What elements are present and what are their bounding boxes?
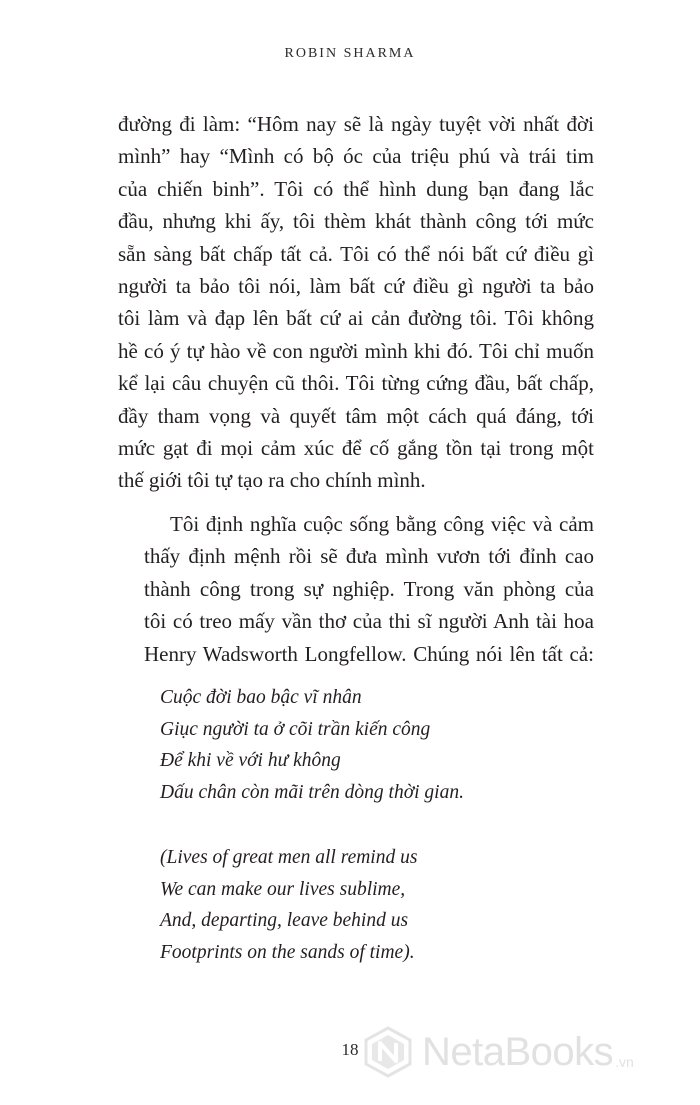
text-line: đầy tham vọng và quyết tâm một cách quá đáng, tới — [118, 403, 594, 428]
poem-line: Cuộc đời bao bậc vĩ nhân — [160, 687, 362, 708]
watermark — [362, 1022, 692, 1082]
text-line: tôi làm và đạp lên bất cứ ai cản đường tôi. Tôi không — [118, 306, 594, 331]
text-line: đầu, nhưng khi ấy, tôi thèm khát thành công tới mức — [118, 209, 594, 234]
poem-line: We can make our lives sublime, — [160, 878, 406, 900]
poem-line: Để khi về với hư không — [160, 750, 341, 771]
text-line: tôi có treo mấy vần thơ của thi sĩ người Anh tài hoa — [144, 609, 594, 634]
text-line: thành công trong sự nghiệp. Trong văn phòng của — [144, 576, 594, 601]
text-line: thế giới tôi tự tạo ra cho chính mình. — [118, 468, 426, 493]
running-header: ROBIN SHARMA — [284, 46, 416, 61]
paragraph-2 — [118, 508, 594, 670]
text-line: Tôi định nghĩa cuộc sống bằng công việc và cảm — [170, 511, 594, 536]
text-line: kể lại câu chuyện cũ thôi. Tôi từng cứng đầu, bất chấp, — [118, 371, 594, 396]
poem-line: And, departing, leave behind us — [160, 910, 409, 931]
text-line: người ta bảo tôi nói, làm bất cứ điều gì người ta bảo — [118, 274, 594, 299]
poem-line: Footprints on the sands of time). — [160, 941, 415, 963]
watermark-brand: NetaBooks — [422, 1029, 614, 1074]
text-line: thấy định mệnh rồi sẽ đưa mình vươn tới đỉnh cao — [144, 544, 594, 569]
body-text — [118, 108, 594, 670]
text-line: mức gạt đi mọi cảm xúc để cố gắng tồn tại trong một — [118, 436, 594, 461]
poem-line: Dấu chân còn mãi trên dòng thời gian. — [160, 781, 464, 803]
poem-vietnamese — [160, 682, 580, 808]
text-line: mình” hay “Mình có bộ óc của triệu phú và trái tim — [118, 144, 594, 169]
poem-line: (Lives of great men all remind us — [160, 847, 418, 868]
netabooks-logo-icon — [362, 1026, 414, 1078]
poem-line: Giục người ta ở cõi trần kiến công — [160, 718, 431, 740]
text-line: của chiến binh”. Tôi có thể hình dung bạn đang lắc — [118, 176, 594, 201]
page-number: 18 — [341, 1040, 359, 1059]
paragraph-1 — [118, 108, 594, 497]
text-line: Henry Wadsworth Longfellow. Chúng nói lên tất cả: — [144, 641, 594, 666]
watermark-suffix: .vn — [615, 1054, 634, 1070]
text-line: hề có ý tự hào về con người mình khi đó. Tôi chỉ muốn — [118, 338, 594, 363]
text-line: đường đi làm: “Hôm nay sẽ là ngày tuyệt vời nhất đời — [118, 112, 594, 136]
text-line: sẵn sàng bất chấp tất cả. Tôi có thể nói bất cứ điều gì — [118, 241, 594, 266]
poem-english — [160, 842, 580, 968]
